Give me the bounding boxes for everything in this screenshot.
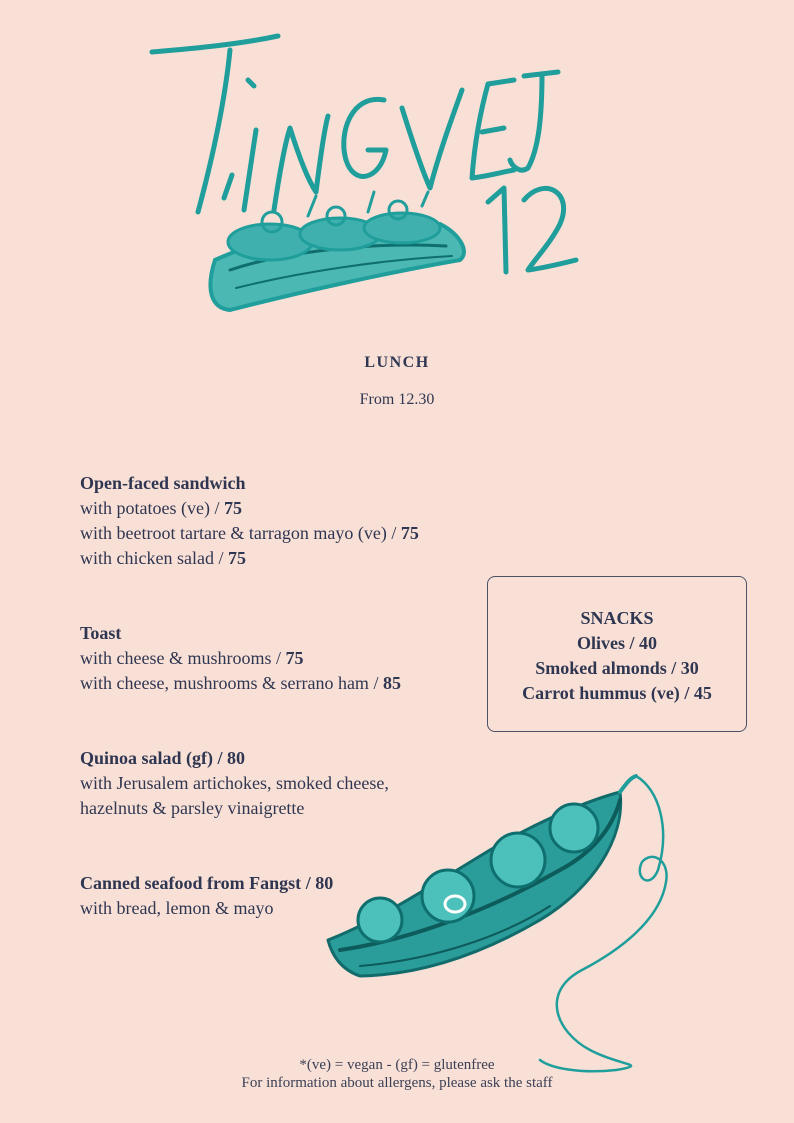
snack-item: Olives / 40 xyxy=(576,633,657,653)
menu-item-price: 80 xyxy=(315,873,334,893)
menu-option-text: with cheese, mushrooms & serrano ham xyxy=(80,673,369,693)
menu-option: with chicken salad / 75 xyxy=(80,548,246,568)
menu-item xyxy=(80,871,333,921)
menu-item-name: Open-faced sandwich xyxy=(80,473,246,493)
snacks-box xyxy=(487,576,747,732)
menu-option: with cheese, mushrooms & serrano ham / 85 xyxy=(80,673,401,693)
menu-item-description: hazelnuts & parsley vinaigrette xyxy=(80,798,305,818)
snacks-title: SNACKS xyxy=(580,608,654,628)
menu-item-price: 80 xyxy=(227,748,246,768)
menu-item-description: with Jerusalem artichokes, smoked cheese, xyxy=(80,773,389,793)
menu-option: with potatoes (ve) / 75 xyxy=(80,498,242,518)
snack-item: Carrot hummus (ve) / 45 xyxy=(522,683,712,703)
menu-option-text: with cheese & mushrooms xyxy=(80,648,272,668)
menu-item xyxy=(80,621,401,696)
section-time: From 12.30 xyxy=(359,391,435,408)
snack-price: 30 xyxy=(680,658,699,678)
menu-option-price: 75 xyxy=(227,548,246,568)
menu-item-title: Quinoa salad (gf) / 80 xyxy=(80,748,246,768)
menu-item-title: Canned seafood from Fangst / 80 xyxy=(80,873,334,893)
menu-option-price: 85 xyxy=(382,673,401,693)
peapod-illustration xyxy=(320,770,700,1080)
section-title: LUNCH xyxy=(364,354,430,371)
menu-option: with beetroot tartare & tarragon mayo (ve) / 75 xyxy=(80,523,419,543)
logo xyxy=(140,20,590,320)
footer-legend: *(ve) = vegan - (gf) = glutenfree xyxy=(299,1057,495,1073)
footer xyxy=(0,1056,794,1092)
snack-name: Carrot hummus (ve) xyxy=(522,683,680,703)
sandwich-illustration xyxy=(210,192,463,310)
menu-option: with cheese & mushrooms / 75 xyxy=(80,648,304,668)
menu-item-name: Quinoa salad (gf) xyxy=(80,748,214,768)
menu-item-title xyxy=(80,471,419,496)
menu-item-description: with bread, lemon & mayo xyxy=(80,898,274,918)
menu-option-price: 75 xyxy=(223,498,242,518)
menu-option-price: 75 xyxy=(400,523,419,543)
snack-name: Smoked almonds xyxy=(535,658,667,678)
menu-item-title xyxy=(80,621,401,646)
snack-price: 45 xyxy=(693,683,712,703)
menu-option-text: with potatoes (ve) xyxy=(80,498,210,518)
menu-item xyxy=(80,471,419,571)
snack-price: 40 xyxy=(639,633,657,653)
menu-item-name: Toast xyxy=(80,623,122,643)
footer-allergen-note: For information about allergens, please ask the staff xyxy=(241,1075,553,1091)
menu-option-text: with beetroot tartare & tarragon mayo (ve) xyxy=(80,523,387,543)
menu-option-price: 75 xyxy=(285,648,304,668)
snack-item: Smoked almonds / 30 xyxy=(535,658,699,678)
menu-option-text: with chicken salad xyxy=(80,548,214,568)
snack-name: Olives xyxy=(576,633,625,653)
menu-item-name: Canned seafood from Fangst xyxy=(80,873,302,893)
